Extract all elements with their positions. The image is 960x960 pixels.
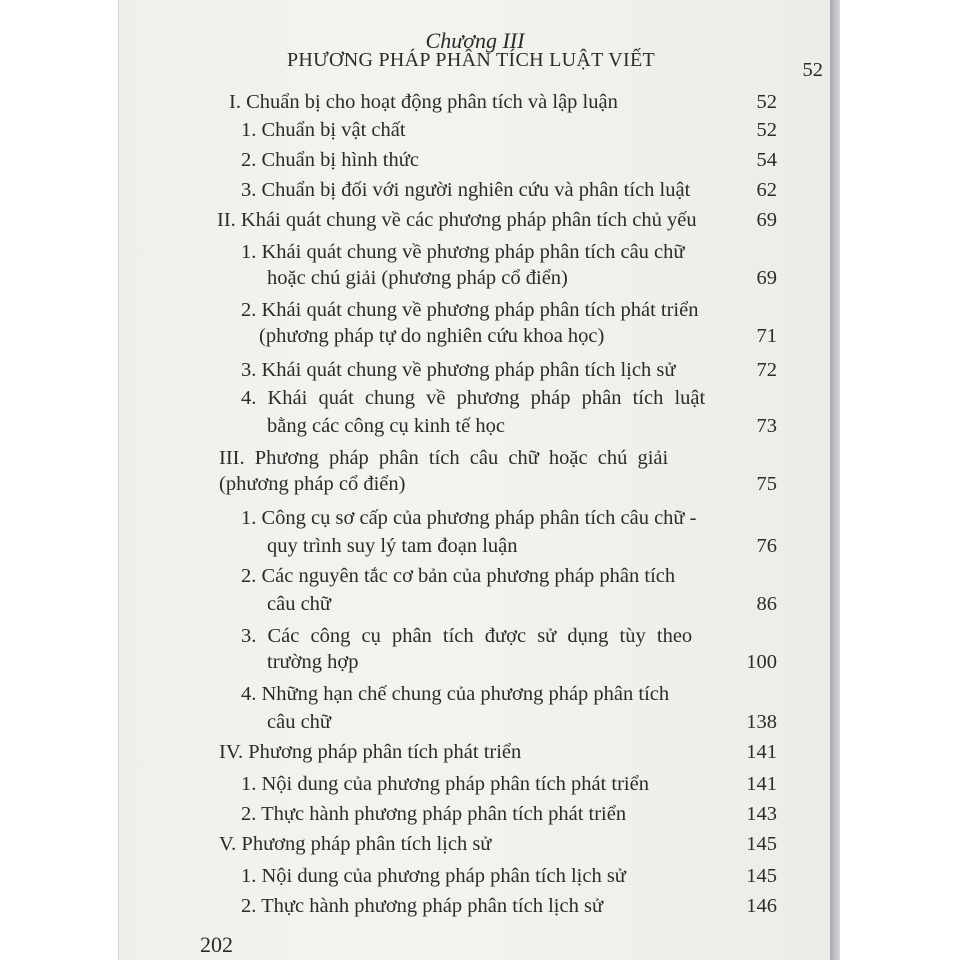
chapter-title-page: 52 — [802, 59, 823, 81]
toc-entry: 2. Thực hành phương pháp phân tích lịch sử — [241, 895, 604, 917]
chapter-title: PHƯƠNG PHÁP PHÂN TÍCH LUẬT VIẾT — [287, 49, 655, 71]
toc-page: 52 — [756, 91, 777, 113]
toc-entry: II. Khái quát chung về các phương pháp phân tích chủ yếu — [217, 209, 697, 231]
toc-entry: 1. Công cụ sơ cấp của phương pháp phân tích câu chữ - — [241, 507, 697, 529]
toc-entry: III. Phương pháp phân tích câu chữ hoặc chú giải — [219, 447, 669, 469]
toc-entry: 4. Khái quát chung về phương pháp phân tích luật — [241, 387, 706, 409]
toc-entry: 1. Nội dung của phương pháp phân tích lịch sử — [241, 865, 626, 887]
toc-page: 100 — [746, 651, 777, 673]
toc-entry: bằng các công cụ kinh tế học — [267, 415, 505, 437]
toc-entry: IV. Phương pháp phân tích phát triển — [219, 741, 522, 763]
page-edge-shadow — [830, 0, 840, 960]
toc-page: 52 — [756, 119, 777, 141]
toc-page: 145 — [746, 865, 777, 887]
toc-page: 141 — [746, 773, 777, 795]
toc-entry: 1. Khái quát chung về phương pháp phân tích câu chữ — [241, 241, 685, 263]
toc-page: 75 — [756, 473, 777, 495]
toc-entry: (phương pháp cổ điển) — [219, 473, 406, 495]
toc-entry: 3. Các công cụ phân tích được sử dụng tùy theo — [241, 625, 693, 647]
toc-page: 143 — [746, 803, 777, 825]
toc-page: 62 — [756, 179, 777, 201]
toc-page: 145 — [746, 833, 777, 855]
page-number: 202 — [200, 932, 233, 957]
toc-entry: V. Phương pháp phân tích lịch sử — [219, 833, 492, 855]
book-page — [118, 0, 831, 960]
toc-entry: I. Chuẩn bị cho hoạt động phân tích và lập luận — [229, 91, 618, 113]
toc-entry: 3. Chuẩn bị đối với người nghiên cứu và phân tích luật — [241, 179, 691, 201]
toc-page: 76 — [756, 535, 777, 557]
toc-page: 138 — [746, 711, 777, 733]
toc-entry: 2. Các nguyên tắc cơ bản của phương pháp phân tích — [241, 565, 676, 587]
toc-page: 141 — [746, 741, 777, 763]
toc-entry: trường hợp — [267, 651, 359, 673]
toc-entry: 2. Khái quát chung về phương pháp phân tích phát triển — [241, 299, 699, 321]
toc-page: 73 — [756, 415, 777, 437]
toc-page: 86 — [756, 593, 777, 615]
toc-entry: quy trình suy lý tam đoạn luận — [267, 535, 518, 557]
toc-entry: 2. Thực hành phương pháp phân tích phát triển — [241, 803, 627, 825]
toc-entry: 1. Chuẩn bị vật chất — [241, 119, 406, 141]
toc-entry: câu chữ — [267, 711, 332, 733]
toc-page: 69 — [756, 209, 777, 231]
toc-entry: (phương pháp tự do nghiên cứu khoa học) — [259, 325, 605, 347]
toc-page: 54 — [756, 149, 777, 171]
toc-entry: hoặc chú giải (phương pháp cổ điển) — [267, 267, 568, 289]
toc-page: 69 — [756, 267, 777, 289]
toc-page: 72 — [756, 359, 777, 381]
toc-entry: 2. Chuẩn bị hình thức — [241, 149, 419, 171]
toc-entry: 1. Nội dung của phương pháp phân tích phát triển — [241, 773, 649, 795]
toc-entry: 4. Những hạn chế chung của phương pháp phân tích — [241, 683, 670, 705]
toc-page: 146 — [746, 895, 777, 917]
toc-entry: câu chữ — [267, 593, 332, 615]
toc-page: 71 — [756, 325, 777, 347]
chapter-label: Chương III — [425, 28, 525, 53]
toc-entry: 3. Khái quát chung về phương pháp phân tích lịch sử — [241, 359, 676, 381]
